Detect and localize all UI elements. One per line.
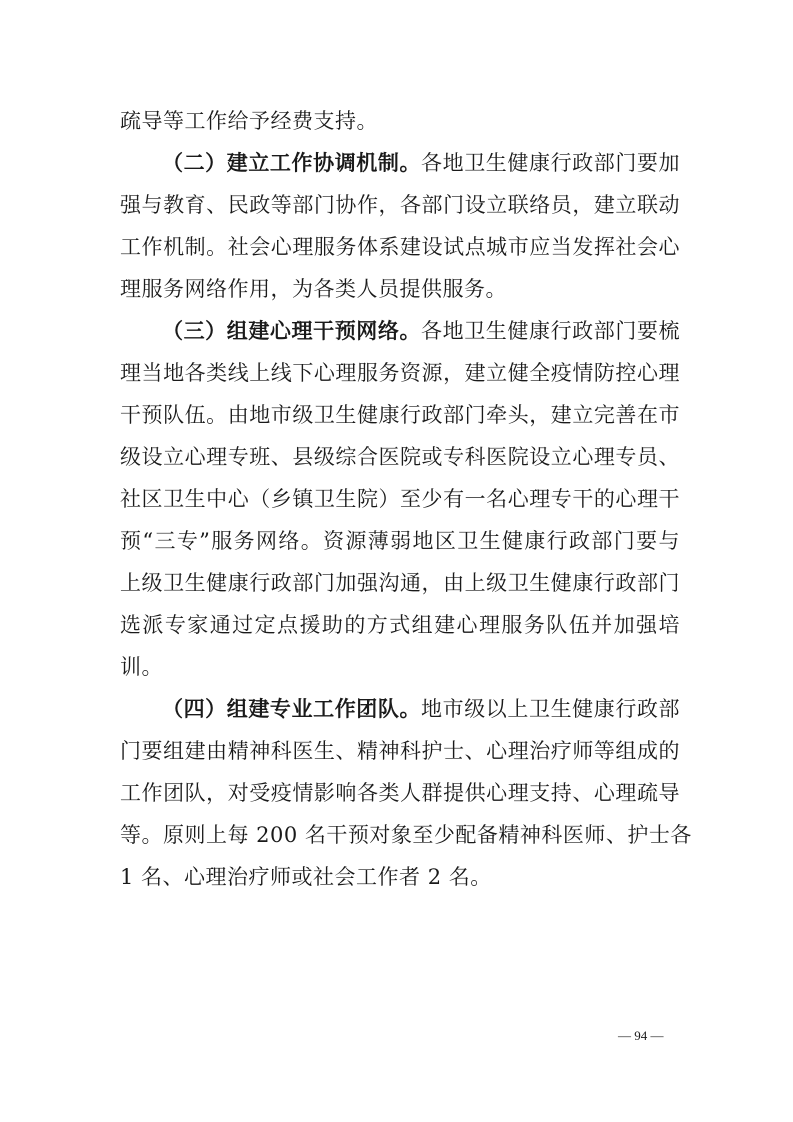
paragraph-heading-line <box>120 142 680 184</box>
text-line: 上级卫生健康行政部门加强沟通，由上级卫生健康行政部门 <box>120 571 680 595</box>
paragraph-heading-line <box>120 688 680 730</box>
section-heading: （二）建立工作协调机制。 <box>162 151 422 175</box>
text-line: 门要组建由精神科医生、精神科护士、心理治疗师等组成的 <box>120 739 680 763</box>
text-line: 工作机制。社会心理服务体系建设试点城市应当发挥社会心 <box>120 235 680 259</box>
text-span: 地市级以上卫生健康行政部 <box>421 697 681 721</box>
text-line: 训。 <box>120 655 163 679</box>
paragraph-heading-line <box>120 310 680 352</box>
text-line: 预“三专”服务网络。资源薄弱地区卫生健康行政部门要与 <box>120 529 680 553</box>
text-span: 各地卫生健康行政部门要梳 <box>421 319 681 343</box>
text-span: 各地卫生健康行政部门要加 <box>421 151 681 175</box>
text-line: 理服务网络作用，为各类人员提供服务。 <box>120 277 507 301</box>
text-line: 等。原则上每 200 名干预对象至少配备精神科医师、护士各 <box>120 823 692 847</box>
document-body <box>120 100 692 898</box>
text-line: 社区卫生中心（乡镇卫生院）至少有一名心理专干的心理干 <box>120 487 680 511</box>
text-line: 级设立心理专班、县级综合医院或专科医院设立心理专员、 <box>120 445 680 469</box>
section-heading: （四）组建专业工作团队。 <box>162 697 422 721</box>
section-heading: （三）组建心理干预网络。 <box>162 319 422 343</box>
text-line: 理当地各类线上线下心理服务资源，建立健全疫情防控心理 <box>120 361 680 385</box>
text-line: 选派专家通过定点援助的方式组建心理服务队伍并加强培 <box>120 613 680 637</box>
text-line: 工作团队，对受疫情影响各类人群提供心理支持、心理疏导 <box>120 781 680 805</box>
page-number: — 94 — <box>618 1028 664 1043</box>
text-line: 干预队伍。由地市级卫生健康行政部门牵头，建立完善在市 <box>120 403 680 427</box>
text-line: 强与教育、民政等部门协作，各部门设立联络员，建立联动 <box>120 193 680 217</box>
text-line: 疏导等工作给予经费支持。 <box>120 109 378 133</box>
text-line: 1 名、心理治疗师或社会工作者 2 名。 <box>120 865 492 889</box>
